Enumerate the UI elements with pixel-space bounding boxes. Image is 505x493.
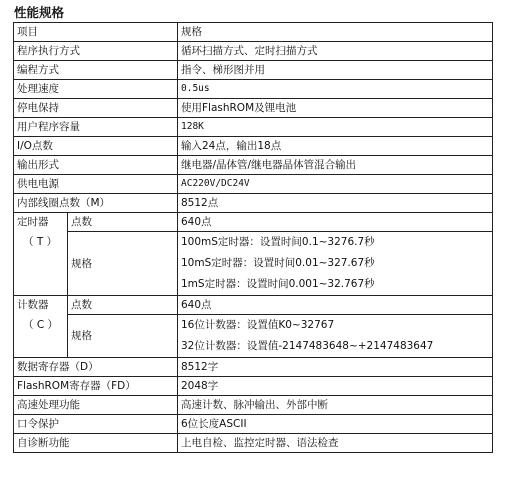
table-row [14, 434, 493, 453]
row-value: 128K [178, 118, 493, 137]
row-value: 循环扫描方式、定时扫描方式 [178, 42, 493, 61]
timer-spec-line: 1mS定时器：设置时间0.001~32.767秒 [181, 278, 375, 290]
row-value: 高速计数、脉冲输出、外部中断 [178, 396, 493, 415]
row-value: 指令、梯形图并用 [178, 61, 493, 80]
counter-count-row [14, 296, 493, 315]
row-value: 使用FlashROM及锂电池 [178, 99, 493, 118]
table-row [14, 118, 493, 137]
counter-group-cell [14, 296, 68, 358]
row-value: 8512字 [178, 358, 493, 377]
page-title: 性能规格 [14, 5, 65, 20]
timer-spec-label: 规格 [68, 232, 178, 296]
timer-symbol: （ T ） [23, 236, 58, 248]
timer-name: 定时器 [17, 216, 49, 228]
timer-spec-row [14, 232, 493, 296]
row-value: AC220V/DC24V [178, 175, 493, 194]
row-value: 输入24点，输出18点 [178, 137, 493, 156]
row-value: 继电器/晶体管/继电器晶体管混合输出 [178, 156, 493, 175]
table-row [14, 175, 493, 194]
row-value: 6位长度ASCII [178, 415, 493, 434]
counter-count-value: 640点 [178, 296, 493, 315]
table-row [14, 358, 493, 377]
row-label: FlashROM寄存器（FD） [14, 377, 178, 396]
table-row [14, 80, 493, 99]
row-label: 用户程序容量 [14, 118, 178, 137]
counter-spec-line: 16位计数器：设置值K0~32767 [181, 319, 335, 331]
row-label: 处理速度 [14, 80, 178, 99]
row-value: 上电自检、监控定时器、语法检查 [178, 434, 493, 453]
row-label: 编程方式 [14, 61, 178, 80]
header-spec: 规格 [178, 23, 493, 42]
counter-spec-row [14, 315, 493, 358]
table-row [14, 377, 493, 396]
timer-count-label: 点数 [68, 213, 178, 232]
counter-count-label: 点数 [68, 296, 178, 315]
row-label: 自诊断功能 [14, 434, 178, 453]
row-label: 口令保护 [14, 415, 178, 434]
timer-group-cell [14, 213, 68, 296]
counter-spec-cell [178, 315, 493, 358]
counter-spec-label: 规格 [68, 315, 178, 358]
timer-spec-line: 100mS定时器：设置时间0.1~3276.7秒 [181, 236, 375, 248]
row-label: I/O点数 [14, 137, 178, 156]
timer-count-value: 640点 [178, 213, 493, 232]
table-row [14, 415, 493, 434]
counter-name: 计数器 [17, 299, 49, 311]
row-label: 输出形式 [14, 156, 178, 175]
timer-spec-line: 10mS定时器：设置时间0.01~327.67秒 [181, 257, 375, 269]
row-label: 高速处理功能 [14, 396, 178, 415]
counter-spec-line: 32位计数器：设置值-2147483648~+2147483647 [181, 340, 434, 352]
row-value: 8512点 [178, 194, 493, 213]
spec-table [13, 22, 493, 453]
timer-spec-cell [178, 232, 493, 296]
table-row [14, 137, 493, 156]
table-row [14, 42, 493, 61]
row-label: 供电电源 [14, 175, 178, 194]
table-row [14, 396, 493, 415]
table-row [14, 194, 493, 213]
row-label: 内部线圈点数（M） [14, 194, 178, 213]
row-label: 停电保持 [14, 99, 178, 118]
timer-count-row [14, 213, 493, 232]
header-item: 项目 [14, 23, 178, 42]
row-value: 2048字 [178, 377, 493, 396]
table-row [14, 61, 493, 80]
table-row [14, 99, 493, 118]
row-value: 0.5us [178, 80, 493, 99]
table-header-row [14, 23, 493, 42]
table-row [14, 156, 493, 175]
counter-symbol: （ C ） [23, 319, 59, 331]
row-label: 程序执行方式 [14, 42, 178, 61]
row-label: 数据寄存器（D） [14, 358, 178, 377]
